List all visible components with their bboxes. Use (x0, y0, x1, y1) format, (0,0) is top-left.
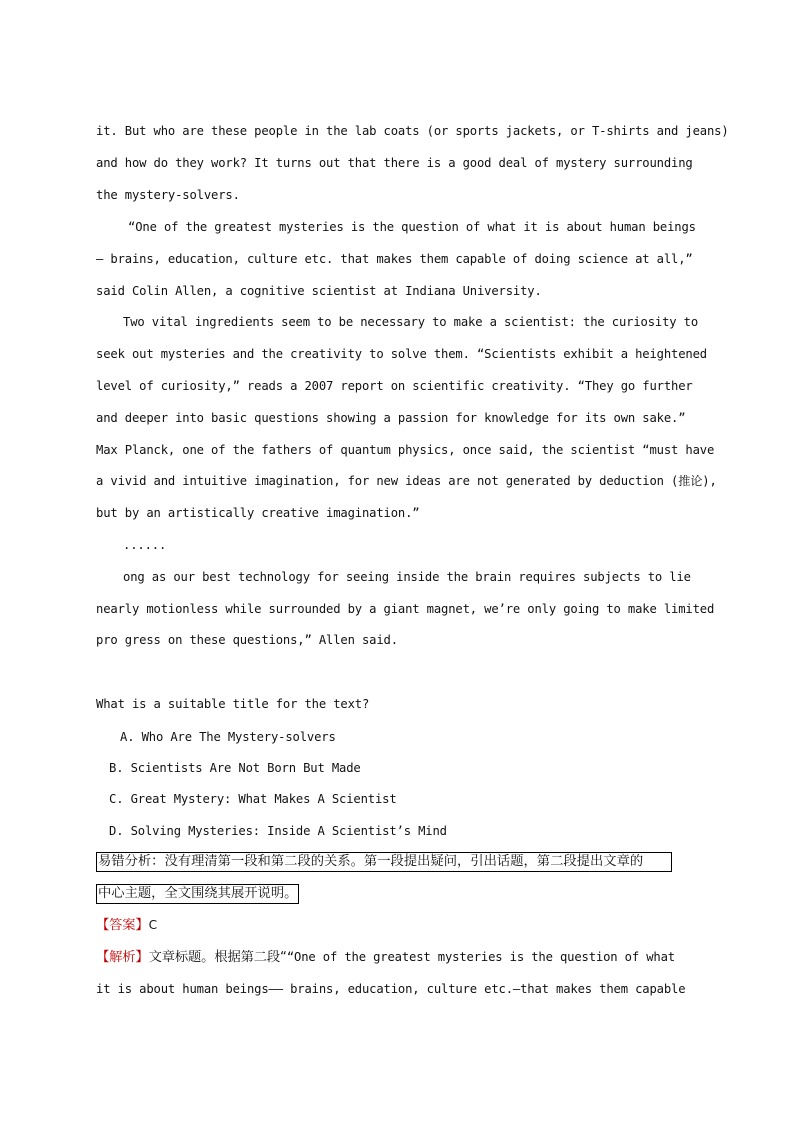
question-stem: What is a suitable title for the text? (96, 697, 370, 711)
analysis-text: “One of the greatest mysteries is the question of what (286, 950, 675, 964)
answer-tag: 【答案】 (96, 918, 149, 933)
passage-line: Two vital ingredients seem to be necessary to make a scientist: the curiosity to (123, 315, 698, 329)
passage-line: and deeper into basic questions showing a passion for knowledge for its own sake.” (96, 411, 686, 425)
option-d: D. Solving Mysteries: Inside A Scientist’s Mind (109, 824, 447, 838)
error-analysis-line: 易错分析：没有理清第一段和第二段的关系。第一段提出疑问，引出话题，第二段提出文章的 (96, 852, 672, 872)
passage-line: Max Planck, one of the fathers of quantum physics, once said, the scientist “must have (96, 443, 715, 457)
passage-line: the mystery-solvers. (96, 188, 240, 202)
passage-line: seek out mysteries and the creativity to solve them. “Scientists exhibit a heightened (96, 347, 707, 361)
analysis-lead: 文章标题。根据第二段“ (148, 950, 287, 965)
passage-line: but by an artistically creative imagination.” (96, 506, 420, 520)
ellipsis: ...... (123, 538, 167, 552)
passage-line: and how do they work? It turns out that there is a good deal of mystery surrounding (96, 156, 693, 170)
passage-line: a vivid and intuitive imagination, for new ideas are not generated by deduction (推论), (96, 474, 717, 488)
passage-line: “One of the greatest mysteries is the question of what it is about human beings (128, 220, 696, 234)
answer-line (96, 917, 674, 934)
passage-line: nearly motionless while surrounded by a giant magnet, we’re only going to make limited (96, 602, 715, 616)
passage-line: — brains, education, culture etc. that makes them capable of doing science at all,” (96, 252, 693, 266)
option-a: A. Who Are The Mystery-solvers (120, 730, 336, 744)
passage-line: said Colin Allen, a cognitive scientist at Indiana University. (96, 284, 542, 298)
answer-value: C (148, 918, 157, 932)
passage-line: ong as our best technology for seeing inside the brain requires subjects to lie (123, 570, 691, 584)
passage-line: level of curiosity,” reads a 2007 report on scientific creativity. “They go further (96, 379, 693, 393)
passage-line: it. But who are these people in the lab coats (or sports jackets, or T-shirts and jeans) (96, 124, 729, 138)
passage-line: pro gress on these questions,” Allen said. (96, 633, 398, 647)
analysis-line (96, 949, 674, 966)
analysis-line: it is about human beings—— brains, education, culture etc.—that makes them capable (96, 982, 686, 996)
error-analysis-line: 中心主题，全文围绕其展开说明。 (96, 884, 299, 904)
option-b: B. Scientists Are Not Born But Made (109, 761, 361, 775)
option-c: C. Great Mystery: What Makes A Scientist (109, 792, 397, 806)
analysis-tag: 【解析】 (96, 950, 149, 965)
